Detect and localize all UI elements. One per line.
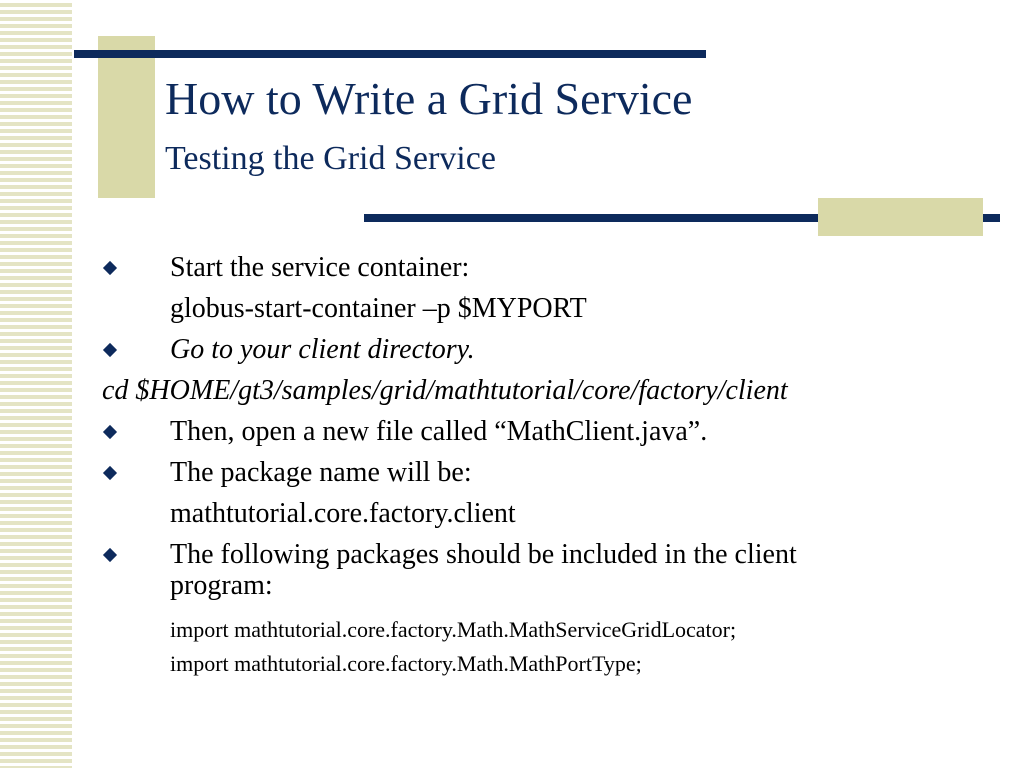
bullet-line-package-name: The package name will be: <box>170 457 472 488</box>
left-stripe-decoration <box>0 0 72 768</box>
diamond-bullet-icon <box>103 548 117 562</box>
bullet-line-client-directory: Go to your client directory. <box>170 334 475 365</box>
slide-title: How to Write a Grid Service <box>165 73 693 124</box>
slide-subtitle: Testing the Grid Service <box>165 140 496 177</box>
bullet-line-open-file: Then, open a new file called “MathClient.java”. <box>170 416 708 447</box>
import-line-porttype: import mathtutorial.core.factory.Math.MathPortType; <box>170 651 642 676</box>
command-line-cd: cd $HOME/gt3/samples/grid/mathtutorial/core/factory/client <box>102 375 788 406</box>
diamond-bullet-icon <box>103 466 117 480</box>
title-accent-block <box>98 36 155 198</box>
command-line-start-container: globus-start-container –p $MYPORT <box>170 293 587 324</box>
diamond-bullet-icon <box>103 425 117 439</box>
bullet-line-packages-included: The following packages should be included in the client <box>170 539 797 570</box>
bullet-line-start-container: Start the service container: <box>170 252 470 283</box>
bullet-line-packages-included-cont: program: <box>170 570 273 601</box>
top-rule <box>74 50 706 58</box>
diamond-bullet-icon <box>103 343 117 357</box>
diamond-bullet-icon <box>103 261 117 275</box>
bottom-accent-block <box>818 198 983 236</box>
package-name-value: mathtutorial.core.factory.client <box>170 498 516 529</box>
import-line-locator: import mathtutorial.core.factory.Math.MathServiceGridLocator; <box>170 617 737 642</box>
